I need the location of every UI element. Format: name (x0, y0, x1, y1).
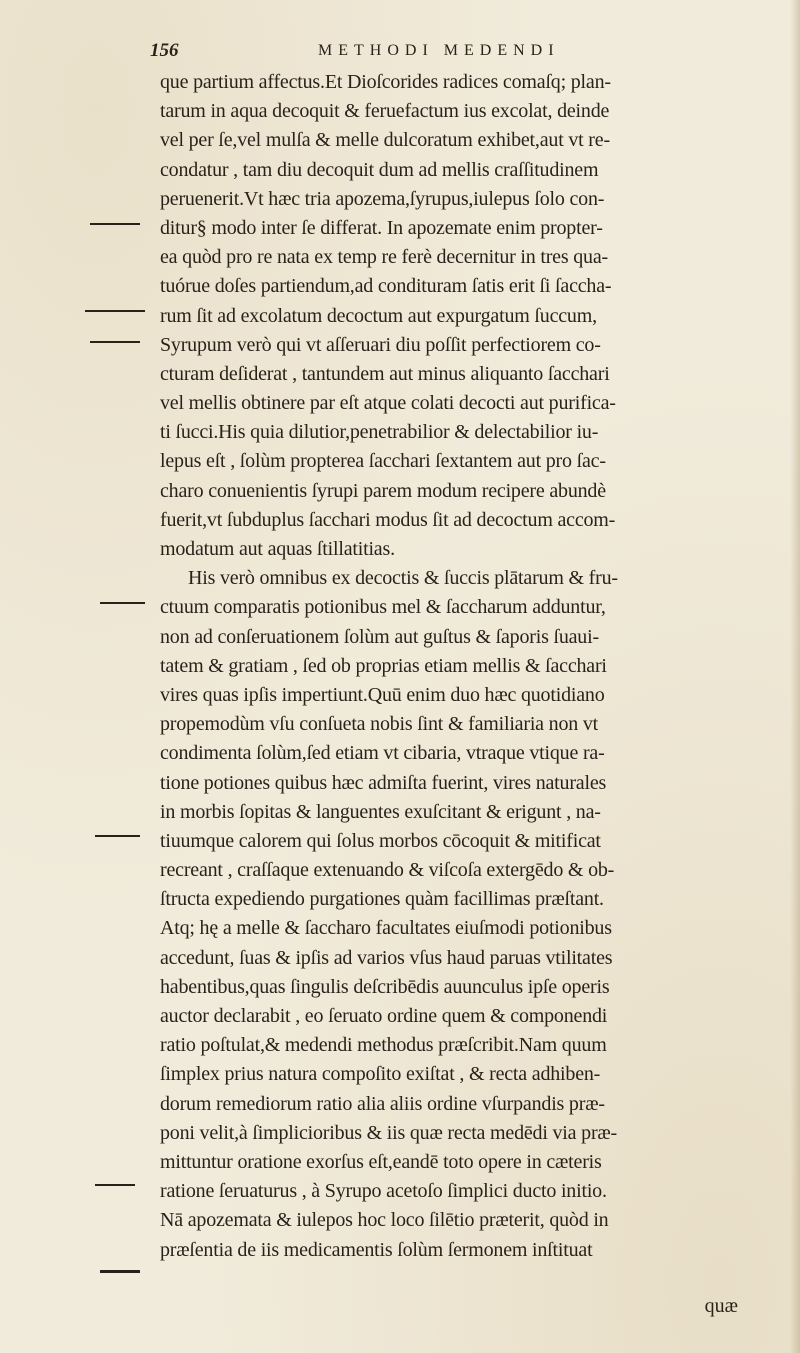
text-line: tiuumque calorem qui ſolus morbos cōcoquit & mitificat (160, 829, 601, 852)
margin-rule (85, 310, 145, 312)
text-line: que partium affectus.Et Dioſcorides radices comaſq; plan- (160, 71, 611, 93)
text-line: ratio poſtulat,& medendi methodus præſcribit.Nam quum (160, 1034, 607, 1057)
text-line: cturam deſiderat , tantundem aut minus aliquanto ſacchari (160, 362, 610, 385)
text-line: præſentia de iis medicamentis ſolùm ſermonem inſtituat (160, 1238, 593, 1261)
text-line: charo conuenientis ſyrupi parem modum recipere abundè (160, 479, 606, 502)
text-line: mittuntur oratione exorſus eſt,eandē toto opere in cæteris (160, 1150, 602, 1173)
text-line: vires quas ipſis impertiunt.Quū enim duo hæc quotidiano (160, 683, 605, 706)
text-line: condimenta ſolùm,ſed etiam vt cibaria, vtraque vtique ra- (160, 742, 605, 765)
text-line: accedunt, ſuas & ipſis ad varios vſus haud paruas vtilitates (160, 946, 613, 969)
text-line: tarum in aqua decoquit & feruefactum ius excolat, deinde (160, 100, 610, 123)
text-line: lepus eſt , ſolùm propterea ſacchari ſextantem aut pro ſac- (160, 450, 606, 473)
margin-rule (90, 341, 140, 343)
text-line: ditur§ modo inter ſe differat. In apozemate enim propter- (160, 216, 603, 239)
text-line: habentibus,quas ſingulis deſcribēdis auunculus ipſe operis (160, 975, 610, 998)
text-line: propemodùm vſu conſueta nobis ſint & familiaria non vt (160, 713, 599, 736)
body-text (160, 68, 752, 1265)
text-line: non ad conſeruationem ſolùm aut guſtus & ſaporis ſuaui- (160, 625, 599, 648)
text-line: in morbis ſopitas & languentes exuſcitant & erigunt , na- (160, 800, 601, 823)
text-line: vel mellis obtinere par eſt atque colati decocti aut purifica- (160, 392, 616, 415)
text-line: peruenerit.Vt hæc tria apozema,ſyrupus,iulepus ſolo con- (160, 187, 605, 210)
margin-rule (95, 1184, 135, 1186)
text-line: Syrupum verò qui vt aſſeruari diu poſſit perfectiorem co- (160, 333, 601, 356)
running-title: METHODI MEDENDI (318, 42, 560, 59)
margin-rule (95, 835, 140, 837)
text-line: vel per ſe,vel mulſa & melle dulcoratum exhibet,aut vt re- (160, 129, 610, 152)
text-line: auctor declarabit , eo ſeruato ordine quem & componendi (160, 1005, 608, 1027)
margin-rule (100, 1270, 140, 1273)
text-line: Nā apozemata & iulepos hoc loco ſilētio præterit, quòd in (160, 1209, 609, 1232)
text-line: ea quòd pro re nata ex temp re ferè decernitur in tres qua- (160, 246, 608, 269)
text-line: Atq; hę a melle & ſaccharo facultates eiuſmodi potionibus (160, 917, 612, 940)
text-line: recreant , craſſaque extenuando & viſcoſa extergēdo & ob- (160, 859, 615, 882)
text-line: ctuum comparatis potionibus mel & ſaccharum adduntur, (160, 596, 606, 619)
text-line: ratione ſeruaturus , à Syrupo acetoſo ſimplici ducto initio. (160, 1180, 607, 1203)
page-header (150, 40, 750, 66)
text-line: poni velit,à ſimplicioribus & iis quæ recta medēdi via præ- (160, 1121, 617, 1144)
catchword: quæ (704, 1295, 738, 1317)
text-line: ti ſucci.His quia dilutior,penetrabilior & delectabilior iu- (160, 421, 599, 444)
page-edge-shadow (790, 0, 800, 1353)
margin-rule (100, 602, 145, 604)
text-line: His verò omnibus ex decoctis & ſuccis plātarum & fru- (188, 567, 618, 590)
text-line: ſimplex prius natura compoſito exiſtat , & recta adhiben- (160, 1063, 601, 1086)
text-line: tuórue doſes partiendum,ad condituram ſatis erit ſi ſaccha- (160, 275, 612, 298)
page-number: 156 (150, 40, 179, 61)
text-line: modatum aut aquas ſtillatitias. (160, 538, 395, 560)
text-line: condatur , tam diu decoquit dum ad mellis craſſitudinem (160, 158, 599, 181)
margin-rule (90, 223, 140, 225)
text-line: ſtructa expediendo purgationes quàm facillimas præſtant. (160, 888, 604, 911)
text-line: dorum remediorum ratio alia aliis ordine vſurpandis præ- (160, 1092, 605, 1115)
text-line: tatem & gratiam , ſed ob proprias etiam mellis & ſacchari (160, 654, 607, 677)
text-line: tione potiones quibus hæc admiſta fuerint, vires naturales (160, 771, 607, 794)
text-line: fuerit,vt ſubduplus ſacchari modus ſit ad decoctum accom- (160, 508, 616, 531)
text-line: rum ſit ad excolatum decoctum aut expurgatum ſuccum, (160, 304, 597, 327)
